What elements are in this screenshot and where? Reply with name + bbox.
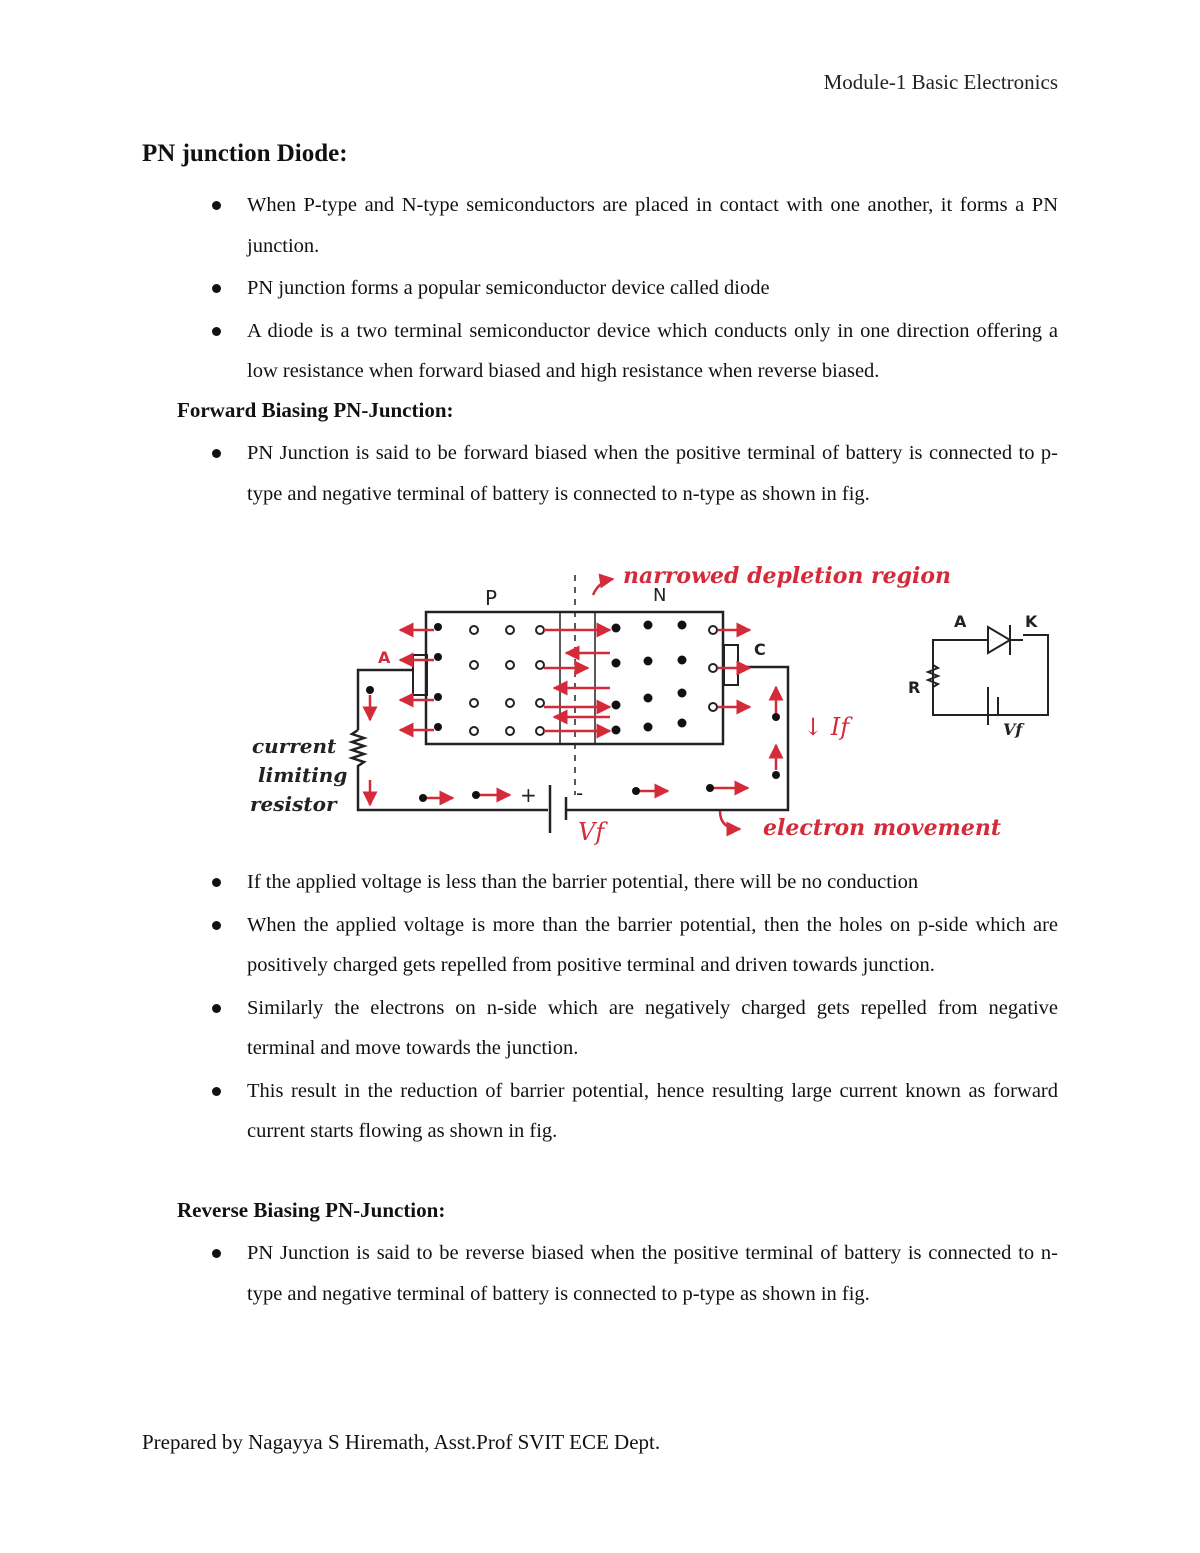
annotation-resistor-1: current bbox=[252, 734, 337, 758]
reverse-heading: Reverse Biasing PN-Junction: bbox=[177, 1198, 446, 1222]
diode-schematic bbox=[928, 625, 1048, 725]
page-title: PN junction Diode: bbox=[142, 140, 348, 167]
intro-bullet-list bbox=[210, 185, 1058, 394]
battery-minus: - bbox=[576, 781, 584, 805]
annotation-resistor-2: limiting bbox=[258, 763, 348, 787]
depletion-pointer-arrow bbox=[593, 579, 613, 595]
holes bbox=[470, 626, 717, 735]
list-item: PN Junction is said to be forward biased when the positive terminal of battery is connected to p-type and negative terminal of battery is connected to n-type as shown in fig. bbox=[210, 433, 1058, 514]
list-item: PN Junction is said to be reverse biased when the positive terminal of battery is connected to n-type and negative terminal of battery is connected to p-type as shown in fig. bbox=[210, 1233, 1058, 1314]
annotation-depletion: narrowed depletion region bbox=[623, 563, 952, 589]
forward-bias-figure bbox=[248, 555, 1038, 850]
carrier-arrows bbox=[370, 630, 776, 805]
battery-label: Vf bbox=[578, 818, 605, 846]
after-figure-bullet-list bbox=[210, 862, 1058, 1154]
list-item: This result in the reduction of barrier potential, hence resulting large current known as forward current starts flowing as shown in fig. bbox=[210, 1071, 1058, 1152]
schematic-vf: Vf bbox=[1003, 720, 1023, 739]
annotation-resistor-3: resistor bbox=[250, 792, 337, 816]
cathode-contact bbox=[724, 645, 738, 685]
list-item: When P-type and N-type semiconductors are placed in contact with one another, it forms a PN junction. bbox=[210, 185, 1058, 266]
reverse-bullet-list bbox=[210, 1233, 1058, 1316]
list-item: PN junction forms a popular semiconductor device called diode bbox=[210, 268, 1058, 309]
page-header: Module-1 Basic Electronics bbox=[823, 70, 1058, 94]
annotation-if: ↓ If bbox=[803, 713, 850, 741]
page-footer: Prepared by Nagayya S Hiremath, Asst.Prof SVIT ECE Dept. bbox=[142, 1430, 661, 1454]
list-item: If the applied voltage is less than the barrier potential, there will be no conduction bbox=[210, 862, 1058, 903]
forward-bullet-list bbox=[210, 433, 1058, 516]
electron-pointer-arrow bbox=[720, 811, 740, 829]
label-n: N bbox=[653, 585, 667, 606]
list-item: A diode is a two terminal semiconductor device which conducts only in one direction offering a low resistance when forward biased and high resistance when reverse biased. bbox=[210, 311, 1058, 392]
list-item: When the applied voltage is more than the barrier potential, then the holes on p-side which are positively charged gets repelled from positive terminal and driven towards junction. bbox=[210, 905, 1058, 986]
annotation-electron: electron movement bbox=[763, 815, 1001, 841]
schematic-a: A bbox=[954, 612, 967, 631]
label-p: P bbox=[485, 586, 498, 610]
label-a: A bbox=[378, 648, 391, 667]
schematic-k: K bbox=[1025, 612, 1038, 631]
list-item: Similarly the electrons on n-side which are negatively charged gets repelled from negative terminal and move towards the junction. bbox=[210, 988, 1058, 1069]
schematic-r: R bbox=[908, 678, 921, 697]
battery-plus: + bbox=[520, 783, 537, 807]
label-c: C bbox=[754, 640, 766, 659]
forward-heading: Forward Biasing PN-Junction: bbox=[177, 398, 454, 422]
